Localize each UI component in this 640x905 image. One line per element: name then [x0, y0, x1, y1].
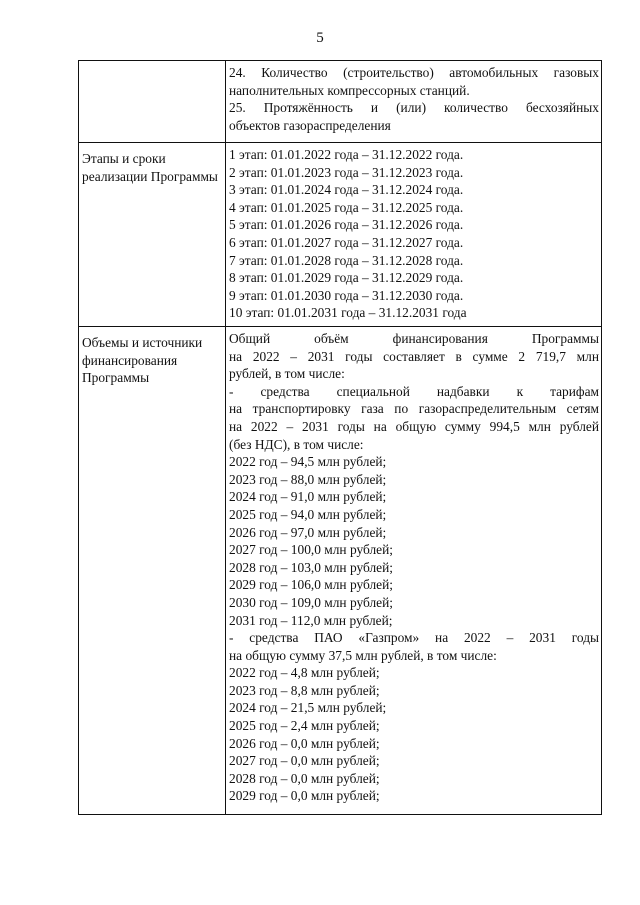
content-line: на транспортировку газа по газораспределительным сетям — [229, 401, 599, 417]
content-line: 2027 год – 0,0 млн рублей; — [229, 753, 380, 769]
content-line: на общую сумму 37,5 млн рублей, в том числе: — [229, 647, 497, 663]
row-label-cell — [79, 327, 226, 815]
row-label-cell — [79, 143, 226, 327]
content-line: Общий объём финансирования Программы — [229, 331, 599, 346]
row-label-cell — [79, 61, 226, 143]
content-line: 2030 год – 109,0 млн рублей; — [229, 594, 393, 610]
content-line: 2028 год – 0,0 млн рублей; — [229, 770, 380, 786]
content-line: 2026 год – 0,0 млн рублей; — [229, 735, 380, 751]
content-line: 2023 год – 8,8 млн рублей; — [229, 682, 380, 698]
table-row — [79, 61, 602, 143]
content-line: наполнительных компрессорных станций. — [229, 82, 470, 98]
row-content-cell — [226, 327, 602, 815]
content-line: 5 этап: 01.01.2026 года – 31.12.2026 года. — [229, 217, 464, 233]
content-line: 2023 год – 88,0 млн рублей; — [229, 471, 387, 487]
table-row — [79, 327, 602, 815]
content-line: 24. Количество (строительство) автомобильных газовых — [229, 65, 599, 80]
row-content-cell — [226, 143, 602, 327]
content-line: на 2022 – 2031 годы составляет в сумме 2 719,7 млн — [229, 348, 599, 364]
content-line: рублей, в том числе: — [229, 366, 345, 382]
content-line: 8 этап: 01.01.2029 года – 31.12.2029 года. — [229, 270, 464, 286]
content-line: 2024 год – 91,0 млн рублей; — [229, 489, 387, 505]
content-line: 6 этап: 01.01.2027 года – 31.12.2027 года. — [229, 234, 464, 250]
content-line: 2029 год – 106,0 млн рублей; — [229, 577, 393, 593]
content-line: 7 этап: 01.01.2028 года – 31.12.2028 года. — [229, 252, 464, 268]
content-line: 2024 год – 21,5 млн рублей; — [229, 700, 387, 716]
content-line: 2029 год – 0,0 млн рублей; — [229, 788, 380, 804]
content-line: объектов газораспределения — [229, 117, 391, 133]
content-line: 1 этап: 01.01.2022 года – 31.12.2022 года. — [229, 147, 464, 162]
content-line: 3 этап: 01.01.2024 года – 31.12.2024 года. — [229, 182, 464, 198]
content-line: 2022 год – 94,5 млн рублей; — [229, 454, 387, 470]
content-line: 2026 год – 97,0 млн рублей; — [229, 524, 387, 540]
content-line: 9 этап: 01.01.2030 года – 31.12.2030 года. — [229, 287, 464, 303]
row-content-cell — [226, 61, 602, 143]
content-line: 25. Протяжённость и (или) количество бесхозяйных — [229, 100, 599, 116]
page-number: 5 — [316, 30, 324, 46]
content-line: 4 этап: 01.01.2025 года – 31.12.2025 года. — [229, 199, 464, 215]
passport-table — [78, 60, 602, 815]
content-line: 10 этап: 01.01.2031 года – 31.12.2031 года — [229, 305, 467, 321]
table-row — [79, 143, 602, 327]
content-line: 2028 год – 103,0 млн рублей; — [229, 559, 393, 575]
row-label: Этапы и сроки реализации Программы — [82, 151, 218, 184]
content-line: 2025 год – 94,0 млн рублей; — [229, 506, 387, 522]
content-line: 2031 год – 112,0 млн рублей; — [229, 612, 393, 628]
content-line: 2025 год – 2,4 млн рублей; — [229, 718, 380, 734]
content-line: - средства ПАО «Газпром» на 2022 – 2031 годы — [229, 630, 599, 646]
content-line: (без НДС), в том числе: — [229, 436, 364, 452]
row-label: Объемы и источники финансирования Программы — [82, 335, 203, 386]
content-line: на 2022 – 2031 годы на общую сумму 994,5 млн рублей — [229, 418, 599, 434]
content-line: - средства специальной надбавки к тарифам — [229, 383, 599, 399]
content-line: 2027 год – 100,0 млн рублей; — [229, 542, 393, 558]
content-line: 2022 год – 4,8 млн рублей; — [229, 665, 380, 681]
content-line: 2 этап: 01.01.2023 года – 31.12.2023 года. — [229, 164, 464, 180]
